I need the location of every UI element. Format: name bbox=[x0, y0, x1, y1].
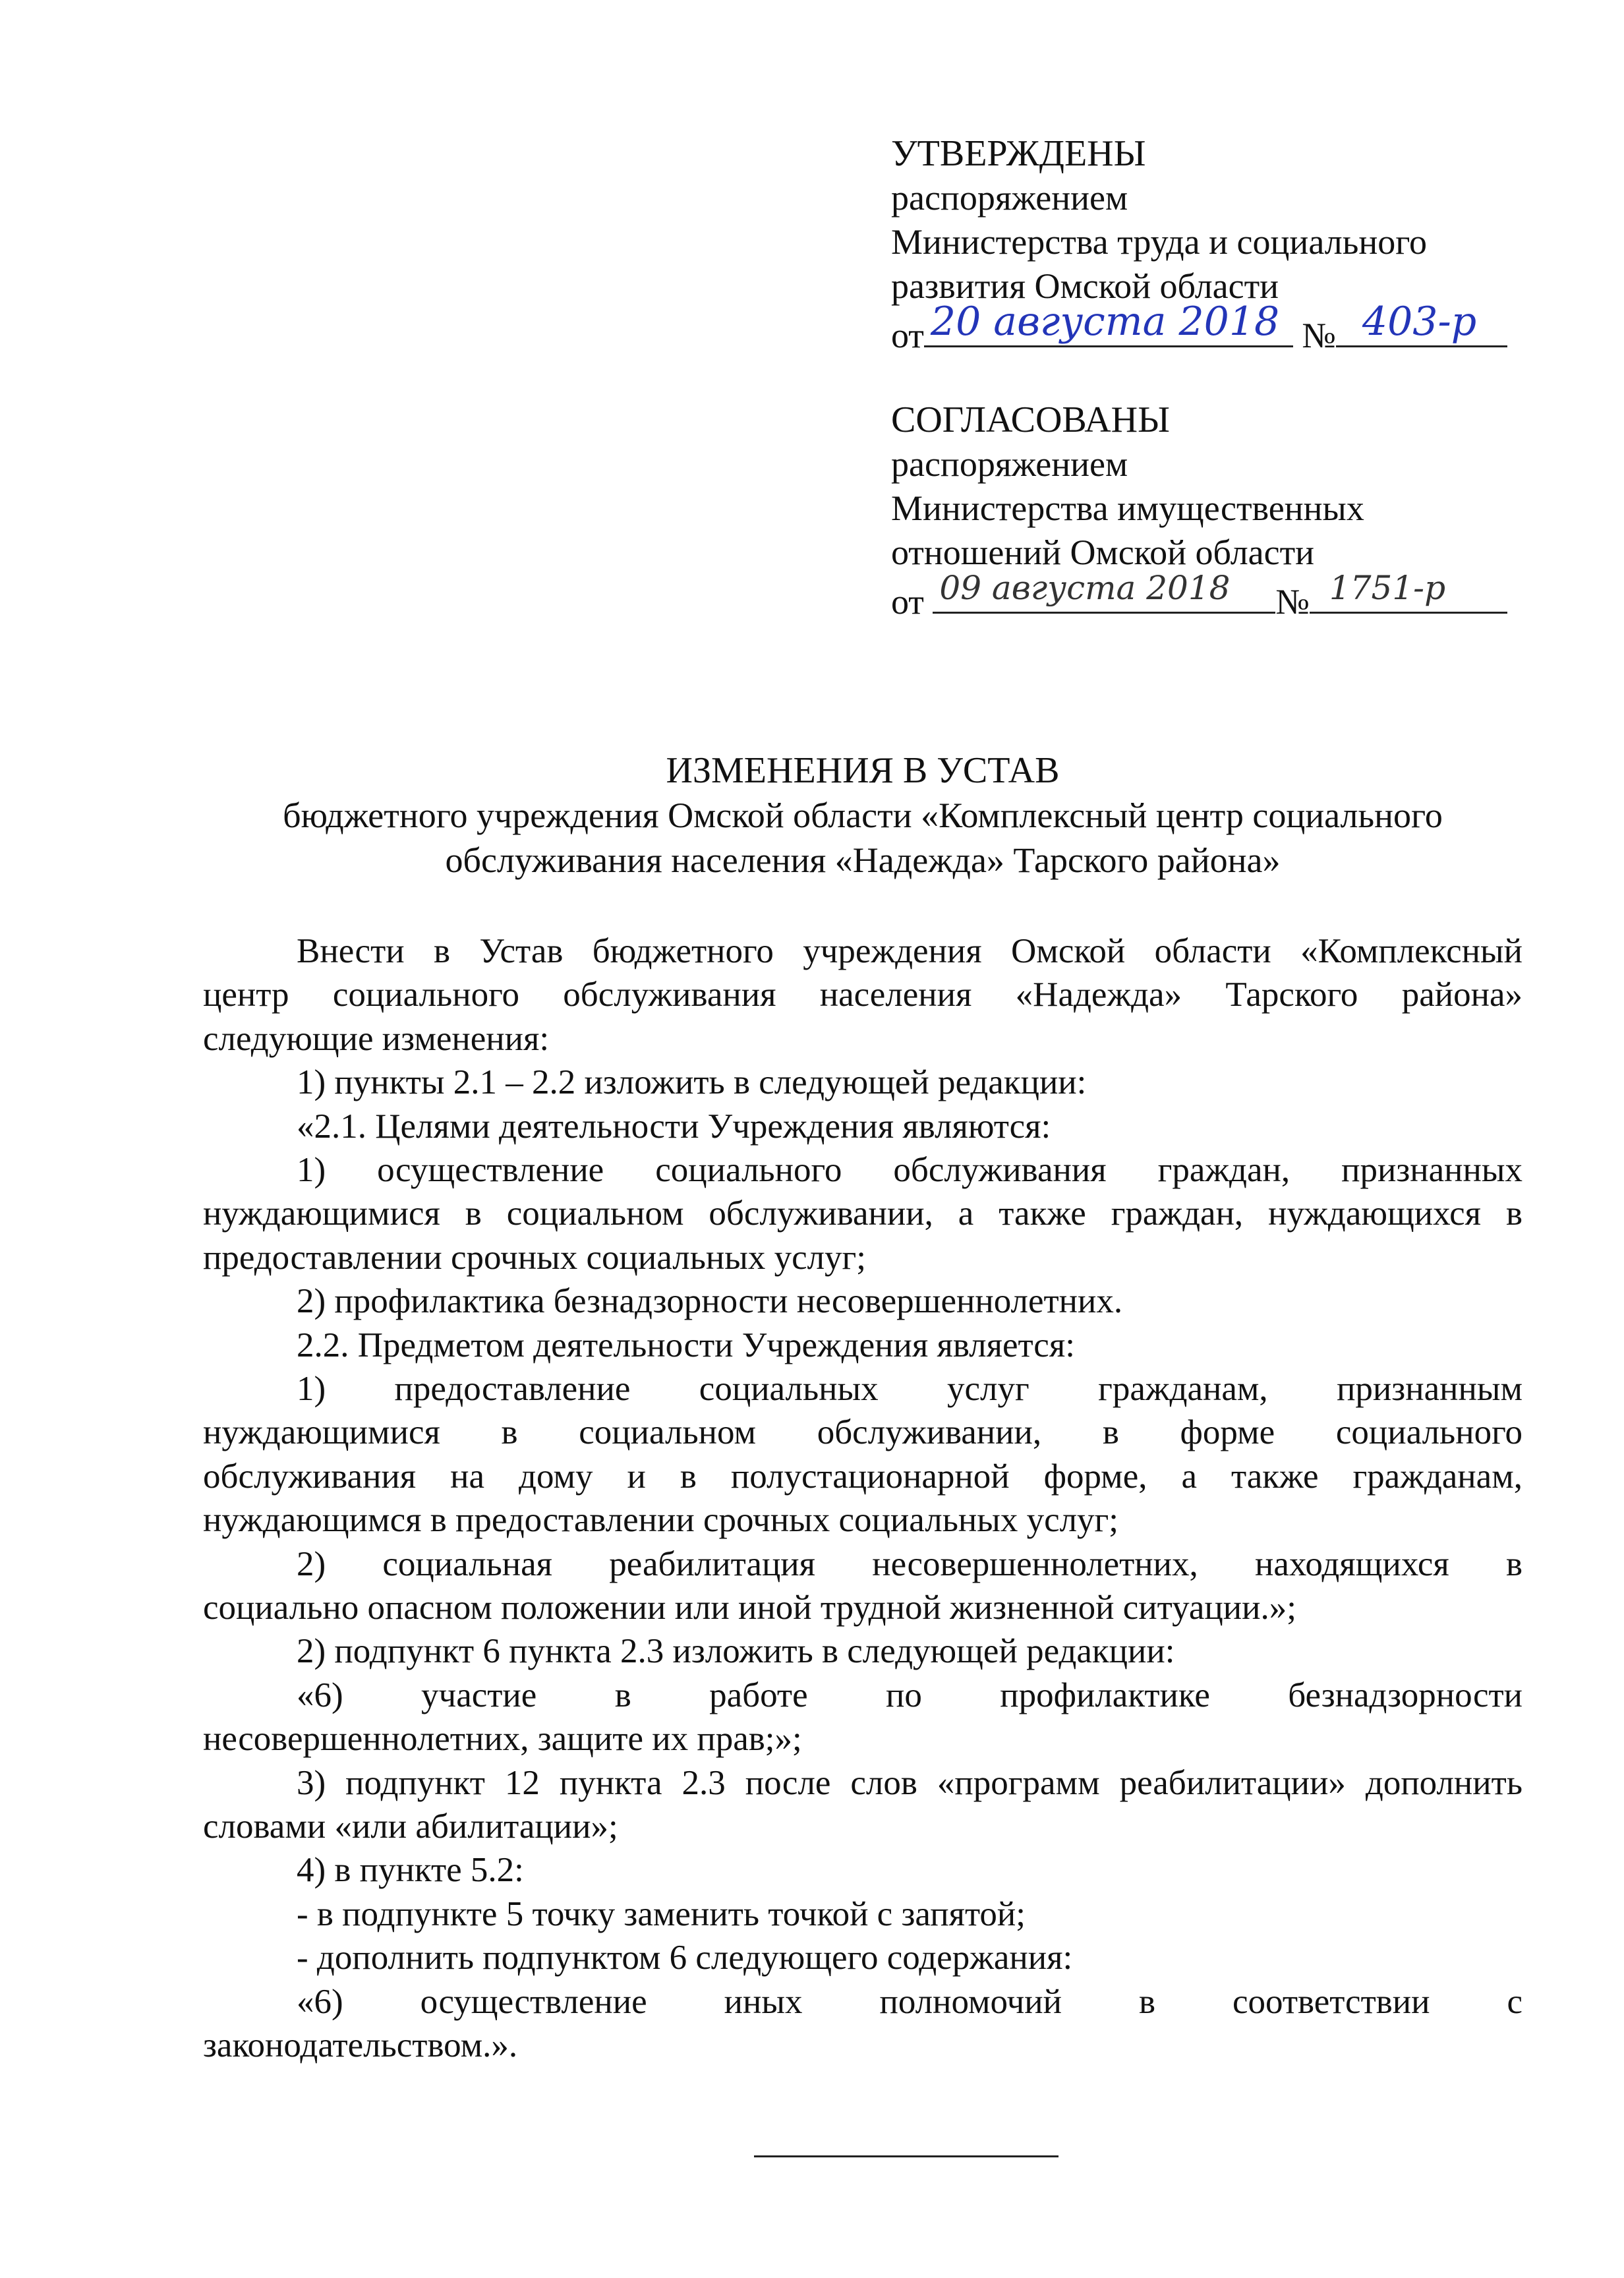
number-field bbox=[1310, 569, 1507, 614]
body-line: 2) профилактика безнадзорности несовершеннолетних. bbox=[297, 1282, 1123, 1321]
document-title bbox=[203, 748, 1522, 883]
body-line: - дополнить подпунктом 6 следующего содержания: bbox=[297, 1939, 1073, 1977]
body-line: предоставлении срочных социальных услуг; bbox=[203, 1238, 867, 1277]
body-line: нуждающимися в социальном обслуживании, в форме социального bbox=[203, 1413, 1522, 1452]
handwritten-date: 09 августа 2018 bbox=[939, 569, 1231, 607]
date-field bbox=[933, 569, 1275, 614]
body-line: - в подпункте 5 точку заменить точкой с запятой; bbox=[297, 1894, 1026, 1933]
date-field bbox=[924, 299, 1293, 347]
number-label: № bbox=[1302, 316, 1336, 355]
number-field bbox=[1336, 299, 1507, 347]
from-label: от bbox=[891, 582, 924, 622]
handwritten-date: 20 августа 2018 bbox=[930, 299, 1280, 345]
agreement-line: Министерства имущественных bbox=[891, 488, 1364, 528]
approval-line: распоряжением bbox=[891, 178, 1128, 218]
body-line: Внести в Устав бюджетного учреждения Омской области «Комплексный bbox=[297, 932, 1522, 970]
body-line: 1) пункты 2.1 – 2.2 изложить в следующей редакции: bbox=[297, 1063, 1087, 1102]
body-line: следующие изменения: bbox=[203, 1019, 550, 1058]
body-line: «6) осуществление иных полномочий в соответствии с bbox=[297, 1982, 1522, 2021]
approval-heading: УТВЕРЖДЕНЫ bbox=[891, 133, 1146, 174]
approval-line: развития Омской области bbox=[891, 266, 1279, 306]
title-main: ИЗМЕНЕНИЯ В УСТАВ bbox=[666, 750, 1060, 791]
title-subtitle: обслуживания населения «Надежда» Тарского района» bbox=[445, 840, 1281, 880]
body-line: «2.1. Целями деятельности Учреждения являются: bbox=[297, 1107, 1051, 1146]
agreement-line: отношений Омской области bbox=[891, 533, 1315, 572]
body-line: 1) предоставление социальных услуг гражданам, признанным bbox=[297, 1370, 1522, 1408]
end-divider bbox=[754, 2155, 1058, 2157]
body-line: словами «или абилитации»; bbox=[203, 1807, 618, 1846]
body-line: социально опасном положении или иной трудной жизненной ситуации.»; bbox=[203, 1588, 1296, 1627]
body-line: 1) осуществление социального обслуживания граждан, признанных bbox=[297, 1151, 1522, 1189]
handwritten-number: 403-р bbox=[1362, 299, 1477, 345]
body-line: обслуживания на дому и в полустационарной форме, а также гражданам, bbox=[203, 1457, 1522, 1496]
body-line: 2) подпункт 6 пункта 2.3 изложить в следующей редакции: bbox=[297, 1632, 1175, 1671]
title-subtitle: бюджетного учреждения Омской области «Комплексный центр социального bbox=[283, 796, 1443, 835]
body-line: 2) социальная реабилитация несовершеннолетних, находящихся в bbox=[297, 1544, 1522, 1583]
body-line: законодательством.». bbox=[203, 2026, 518, 2064]
from-label: от bbox=[891, 316, 924, 355]
number-label: № bbox=[1275, 582, 1310, 622]
body-line: нуждающимся в предоставлении срочных социальных услуг; bbox=[203, 1501, 1119, 1540]
agreement-block bbox=[891, 398, 1507, 624]
approval-block bbox=[891, 132, 1507, 358]
agreement-date-row bbox=[891, 569, 1507, 624]
approval-date-row bbox=[891, 299, 1507, 358]
body-line: 2.2. Предметом деятельности Учреждения является: bbox=[297, 1326, 1075, 1364]
body-line: несовершеннолетних, защите их прав;»; bbox=[203, 1720, 802, 1759]
body-line: 4) в пункте 5.2: bbox=[297, 1851, 524, 1890]
agreement-heading: СОГЛАСОВАНЫ bbox=[891, 399, 1170, 440]
document-body bbox=[203, 929, 1522, 2067]
approval-line: Министерства труда и социального bbox=[891, 222, 1428, 262]
handwritten-number: 1751-р bbox=[1329, 569, 1446, 607]
body-line: 3) подпункт 12 пункта 2.3 после слов «программ реабилитации» дополнить bbox=[297, 1763, 1522, 1802]
body-line: «6) участие в работе по профилактике безнадзорности bbox=[297, 1676, 1522, 1714]
body-line: нуждающимися в социальном обслуживании, а также граждан, нуждающихся в bbox=[203, 1194, 1522, 1233]
body-line: центр социального обслуживания населения «Надежда» Тарского района» bbox=[203, 976, 1522, 1014]
agreement-line: распоряжением bbox=[891, 444, 1128, 484]
